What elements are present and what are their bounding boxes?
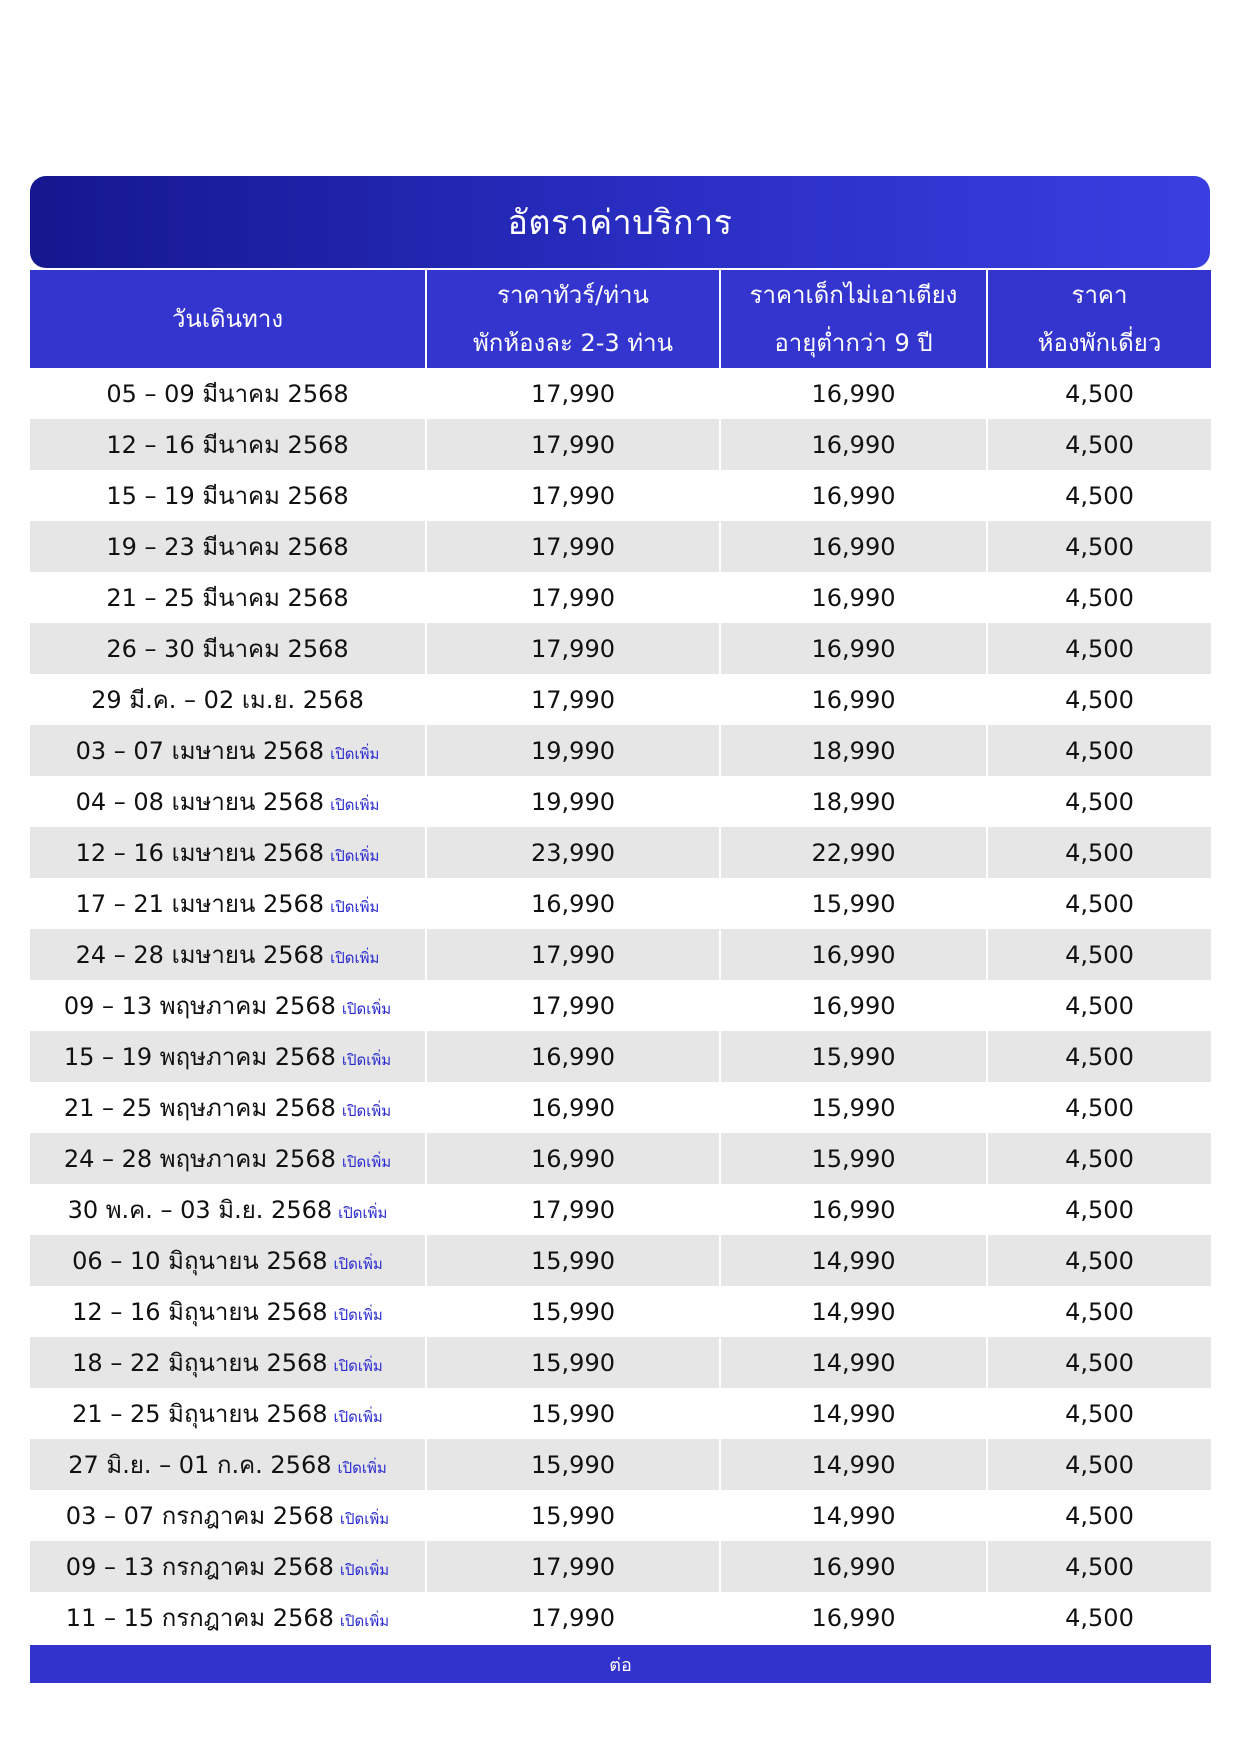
travel-date: 30 พ.ค. – 03 มิ.ย. 2568 [67,1196,333,1224]
rate-table-body [30,368,1211,1643]
travel-date-cell [30,1184,427,1235]
child-price-cell: 16,990 [721,1184,988,1235]
child-price-cell: 22,990 [721,827,988,878]
single-room-price-cell: 4,500 [988,1388,1211,1439]
extra-departure-tag: เปิดเพิ่ม [330,847,380,865]
single-room-price-cell: 4,500 [988,419,1211,470]
extra-departure-tag: เปิดเพิ่ม [338,1204,388,1222]
header-single-room-line2: ห้องพักเดี่ยว [1037,329,1162,357]
travel-date-cell [30,878,427,929]
extra-departure-tag: เปิดเพิ่ม [341,1102,392,1120]
header-single-room-line1: ราคา [1071,281,1128,309]
single-room-price-cell: 4,500 [988,1235,1211,1286]
adult-price-cell: 16,990 [427,878,721,929]
adult-price-cell: 15,990 [427,1286,721,1337]
single-room-price-cell: 4,500 [988,470,1211,521]
travel-date: 15 – 19 พฤษภาคม 2568 [63,1043,336,1071]
single-room-price-cell: 4,500 [988,1592,1211,1643]
travel-date-cell [30,623,427,674]
table-row [30,1388,1211,1439]
extra-departure-tag: เปิดเพิ่ม [333,1306,383,1324]
travel-date-cell [30,929,427,980]
travel-date: 05 – 09 มีนาคม 2568 [106,380,349,408]
table-row [30,1592,1211,1643]
travel-date: 03 – 07 กรกฎาคม 2568 [65,1502,334,1530]
adult-price-cell: 15,990 [427,1388,721,1439]
travel-date: 09 – 13 กรกฎาคม 2568 [65,1553,334,1581]
extra-departure-tag: เปิดเพิ่ม [330,796,380,814]
travel-date: 19 – 23 มีนาคม 2568 [106,533,349,561]
adult-price-cell: 17,990 [427,980,721,1031]
single-room-price-cell: 4,500 [988,1439,1211,1490]
single-room-price-cell: 4,500 [988,572,1211,623]
header-adult-price-line1: ราคาทัวร์/ท่าน [497,281,649,309]
child-price-cell: 16,990 [721,368,988,419]
table-row [30,878,1211,929]
extra-departure-tag: เปิดเพิ่ม [339,1612,390,1630]
child-price-cell: 16,990 [721,1541,988,1592]
extra-departure-tag: เปิดเพิ่ม [337,1459,387,1477]
header-child-price-line1: ราคาเด็กไม่เอาเตียง [749,281,958,309]
child-price-cell: 18,990 [721,776,988,827]
table-row [30,1286,1211,1337]
travel-date: 17 – 21 เมษายน 2568 [75,890,325,918]
travel-date: 15 – 19 มีนาคม 2568 [106,482,349,510]
extra-departure-tag: เปิดเพิ่ม [341,1153,392,1171]
child-price-cell: 16,990 [721,419,988,470]
child-price-cell: 18,990 [721,725,988,776]
adult-price-cell: 15,990 [427,1490,721,1541]
extra-departure-tag: เปิดเพิ่ม [341,1051,392,1069]
child-price-cell: 14,990 [721,1286,988,1337]
adult-price-cell: 23,990 [427,827,721,878]
page-title: อัตราค่าบริการ [30,176,1210,268]
table-row [30,1133,1211,1184]
travel-date: 12 – 16 เมษายน 2568 [75,839,325,867]
table-row [30,1337,1211,1388]
child-price-cell: 14,990 [721,1439,988,1490]
travel-date-cell [30,1133,427,1184]
travel-date-cell [30,368,427,419]
single-room-price-cell: 4,500 [988,776,1211,827]
continued-footer: ต่อ [30,1645,1211,1683]
child-price-cell: 14,990 [721,1235,988,1286]
header-travel-date [30,270,427,368]
adult-price-cell: 17,990 [427,929,721,980]
single-room-price-cell: 4,500 [988,1286,1211,1337]
travel-date-cell [30,1286,427,1337]
adult-price-cell: 17,990 [427,470,721,521]
travel-date-cell [30,725,427,776]
child-price-cell: 15,990 [721,1133,988,1184]
travel-date-cell [30,1541,427,1592]
extra-departure-tag: เปิดเพิ่ม [333,1357,383,1375]
table-row [30,1235,1211,1286]
adult-price-cell: 17,990 [427,419,721,470]
travel-date-cell [30,980,427,1031]
child-price-cell: 16,990 [721,623,988,674]
child-price-cell: 15,990 [721,1082,988,1133]
adult-price-cell: 16,990 [427,1082,721,1133]
table-row [30,725,1211,776]
child-price-cell: 16,990 [721,674,988,725]
travel-date-cell [30,419,427,470]
single-room-price-cell: 4,500 [988,980,1211,1031]
travel-date-cell [30,1337,427,1388]
travel-date-cell [30,1031,427,1082]
travel-date: 12 – 16 มิถุนายน 2568 [72,1298,328,1326]
table-row [30,623,1211,674]
travel-date-cell [30,674,427,725]
travel-date: 24 – 28 พฤษภาคม 2568 [63,1145,336,1173]
child-price-cell: 14,990 [721,1388,988,1439]
extra-departure-tag: เปิดเพิ่ม [333,1255,383,1273]
table-row [30,776,1211,827]
child-price-cell: 16,990 [721,572,988,623]
child-price-cell: 14,990 [721,1337,988,1388]
single-room-price-cell: 4,500 [988,1133,1211,1184]
single-room-price-cell: 4,500 [988,623,1211,674]
child-price-cell: 15,990 [721,878,988,929]
child-price-cell: 14,990 [721,1490,988,1541]
adult-price-cell: 15,990 [427,1439,721,1490]
table-row [30,980,1211,1031]
travel-date-cell [30,572,427,623]
child-price-cell: 16,990 [721,980,988,1031]
single-room-price-cell: 4,500 [988,1541,1211,1592]
header-adult-price [427,270,721,368]
single-room-price-cell: 4,500 [988,1337,1211,1388]
travel-date: 06 – 10 มิถุนายน 2568 [72,1247,328,1275]
travel-date: 24 – 28 เมษายน 2568 [75,941,325,969]
header-travel-date-label: วันเดินทาง [171,305,284,333]
header-child-price [721,270,988,368]
travel-date-cell [30,1388,427,1439]
travel-date: 21 – 25 มีนาคม 2568 [106,584,349,612]
single-room-price-cell: 4,500 [988,368,1211,419]
adult-price-cell: 17,990 [427,572,721,623]
header-single-room [988,270,1211,368]
travel-date-cell [30,521,427,572]
adult-price-cell: 17,990 [427,1592,721,1643]
table-row [30,1031,1211,1082]
extra-departure-tag: เปิดเพิ่ม [333,1408,383,1426]
single-room-price-cell: 4,500 [988,674,1211,725]
extra-departure-tag: เปิดเพิ่ม [330,745,380,763]
extra-departure-tag: เปิดเพิ่ม [339,1561,390,1579]
single-room-price-cell: 4,500 [988,1490,1211,1541]
adult-price-cell: 19,990 [427,725,721,776]
table-row [30,827,1211,878]
table-row [30,1490,1211,1541]
travel-date-cell [30,1592,427,1643]
travel-date-cell [30,827,427,878]
table-row [30,1082,1211,1133]
travel-date: 04 – 08 เมษายน 2568 [75,788,325,816]
child-price-cell: 16,990 [721,470,988,521]
extra-departure-tag: เปิดเพิ่ม [330,898,380,916]
single-room-price-cell: 4,500 [988,878,1211,929]
travel-date: 27 มิ.ย. – 01 ก.ค. 2568 [68,1451,332,1479]
rate-table [30,270,1211,1643]
travel-date-cell [30,1490,427,1541]
single-room-price-cell: 4,500 [988,1031,1211,1082]
table-row [30,470,1211,521]
adult-price-cell: 17,990 [427,521,721,572]
travel-date: 12 – 16 มีนาคม 2568 [106,431,349,459]
travel-date-cell [30,1439,427,1490]
single-room-price-cell: 4,500 [988,725,1211,776]
table-row [30,572,1211,623]
adult-price-cell: 15,990 [427,1235,721,1286]
child-price-cell: 16,990 [721,521,988,572]
travel-date: 21 – 25 พฤษภาคม 2568 [63,1094,336,1122]
single-room-price-cell: 4,500 [988,521,1211,572]
extra-departure-tag: เปิดเพิ่ม [341,1000,392,1018]
travel-date: 11 – 15 กรกฎาคม 2568 [65,1604,334,1632]
table-row [30,1541,1211,1592]
table-header-row [30,270,1211,368]
adult-price-cell: 17,990 [427,1184,721,1235]
travel-date-cell [30,1235,427,1286]
extra-departure-tag: เปิดเพิ่ม [330,949,380,967]
travel-date: 03 – 07 เมษายน 2568 [75,737,325,765]
table-row [30,521,1211,572]
travel-date-cell [30,776,427,827]
single-room-price-cell: 4,500 [988,1082,1211,1133]
travel-date: 09 – 13 พฤษภาคม 2568 [63,992,336,1020]
adult-price-cell: 17,990 [427,623,721,674]
travel-date: 21 – 25 มิถุนายน 2568 [72,1400,328,1428]
child-price-cell: 16,990 [721,929,988,980]
header-adult-price-line2: พักห้องละ 2-3 ท่าน [472,329,674,357]
adult-price-cell: 19,990 [427,776,721,827]
single-room-price-cell: 4,500 [988,929,1211,980]
table-row [30,1184,1211,1235]
child-price-cell: 15,990 [721,1031,988,1082]
table-row [30,1439,1211,1490]
adult-price-cell: 17,990 [427,368,721,419]
single-room-price-cell: 4,500 [988,1184,1211,1235]
table-row [30,419,1211,470]
travel-date: 29 มี.ค. – 02 เม.ย. 2568 [91,686,364,714]
table-row [30,368,1211,419]
adult-price-cell: 15,990 [427,1337,721,1388]
table-row [30,674,1211,725]
adult-price-cell: 17,990 [427,674,721,725]
adult-price-cell: 16,990 [427,1133,721,1184]
travel-date-cell [30,470,427,521]
adult-price-cell: 17,990 [427,1541,721,1592]
adult-price-cell: 16,990 [427,1031,721,1082]
travel-date-cell [30,1082,427,1133]
header-child-price-line2: อายุต่ำกว่า 9 ปี [774,329,933,357]
child-price-cell: 16,990 [721,1592,988,1643]
table-row [30,929,1211,980]
rate-sheet [30,176,1210,1683]
single-room-price-cell: 4,500 [988,827,1211,878]
travel-date: 26 – 30 มีนาคม 2568 [106,635,349,663]
extra-departure-tag: เปิดเพิ่ม [339,1510,390,1528]
travel-date: 18 – 22 มิถุนายน 2568 [72,1349,328,1377]
